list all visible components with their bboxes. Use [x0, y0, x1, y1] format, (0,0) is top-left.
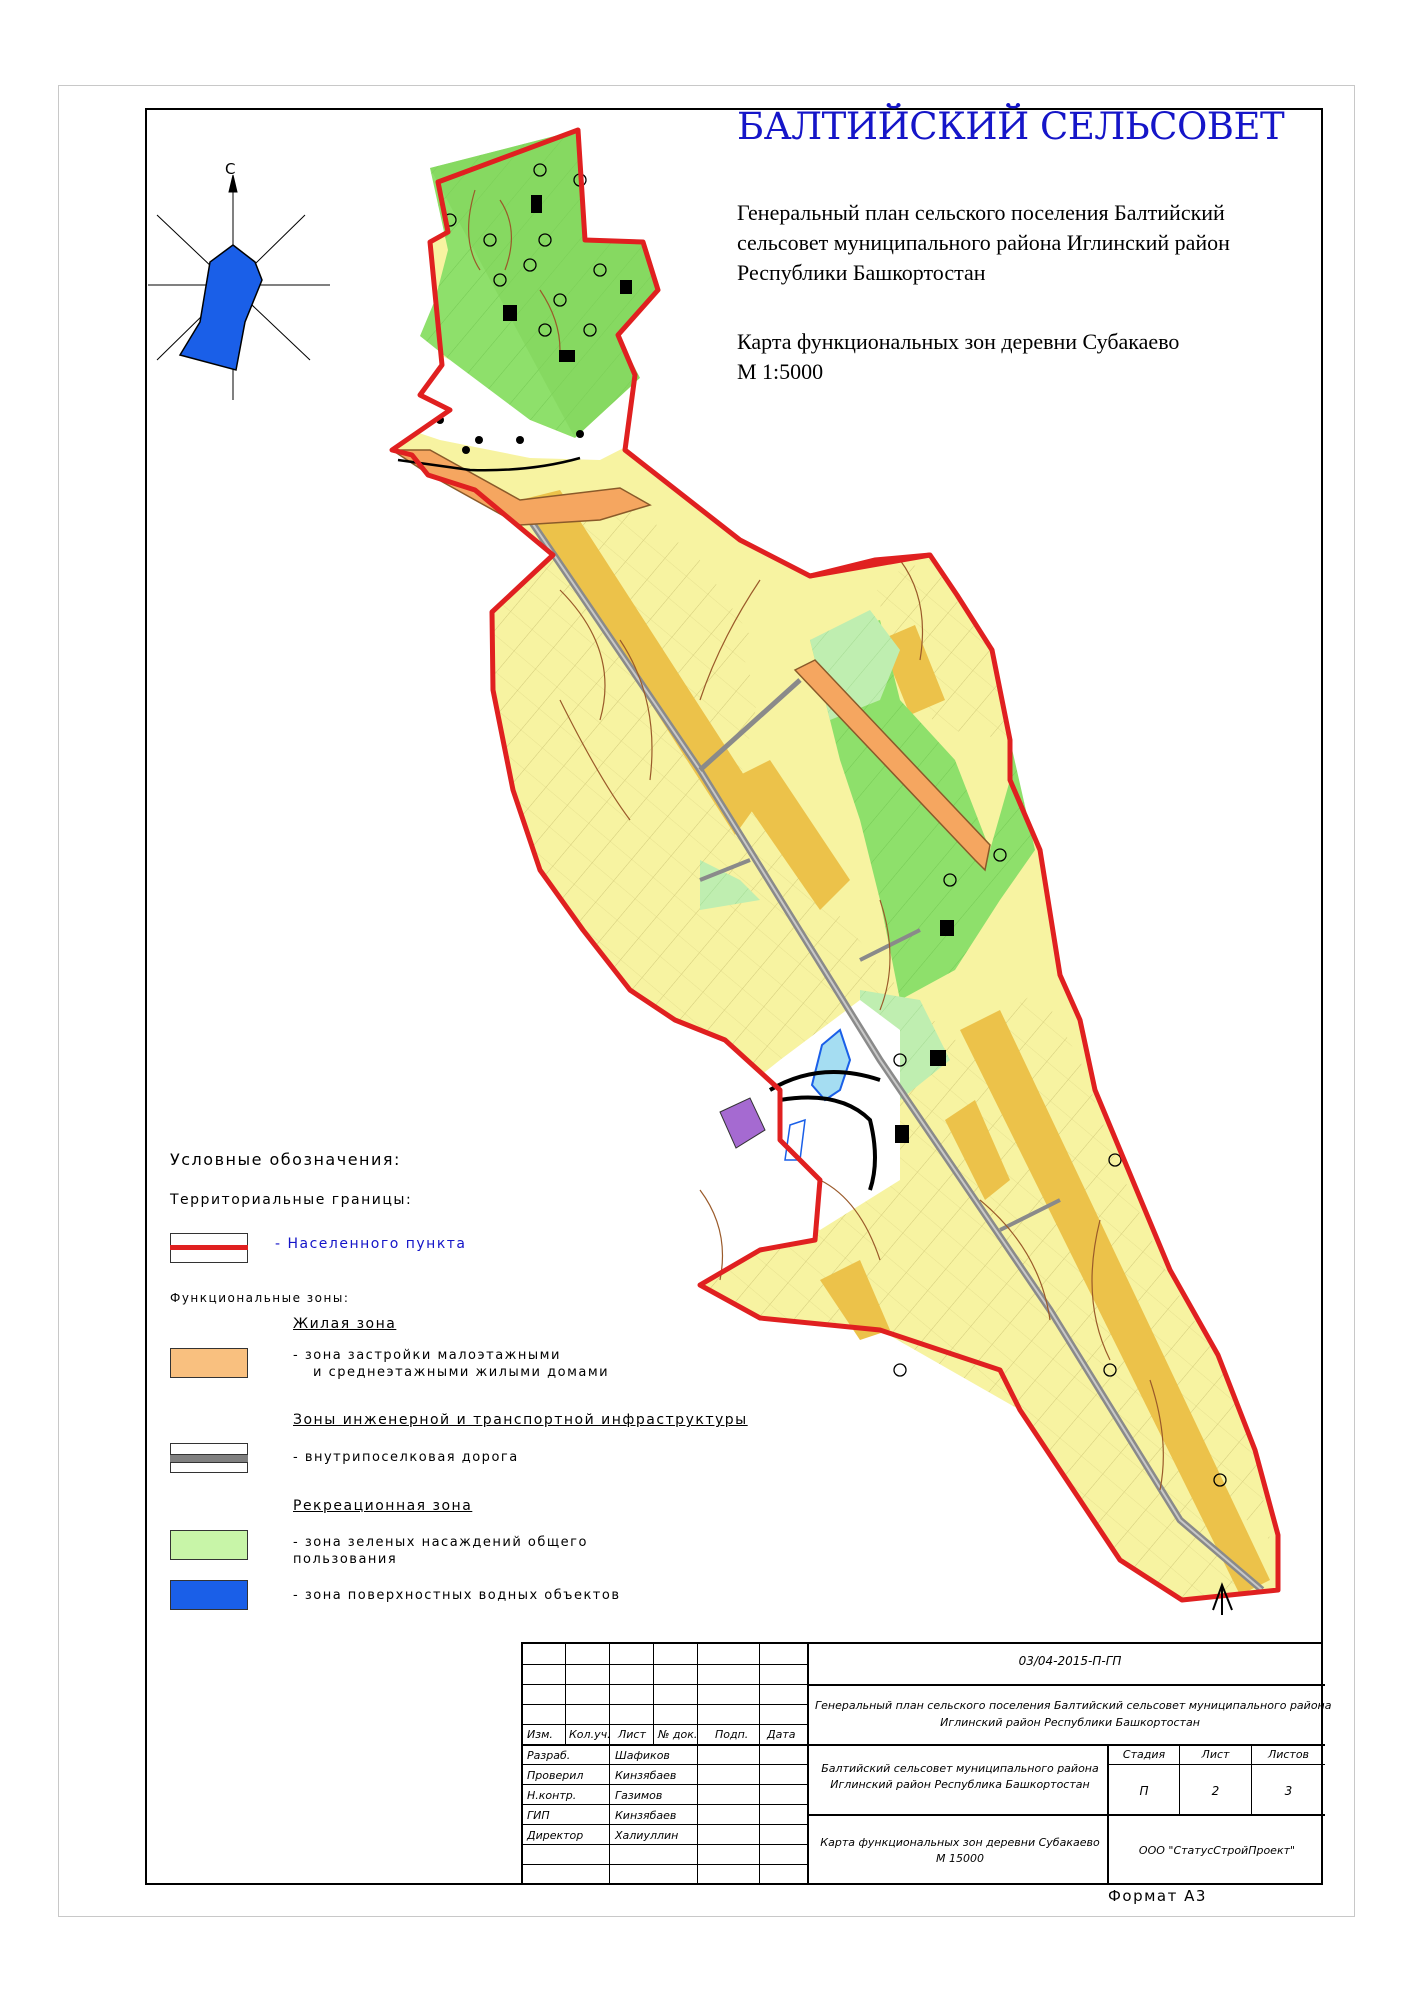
road-swatch — [170, 1443, 248, 1473]
legend-green-line1: - зона зеленых насаждений общего — [293, 1535, 588, 1550]
legend-green-line2: пользования — [293, 1552, 398, 1567]
stamp-role: Разраб. — [527, 1749, 571, 1762]
title-block-stamp — [521, 1642, 1332, 1885]
stamp-name: Кинзябаев — [615, 1809, 677, 1822]
stamp-stage: П — [1139, 1784, 1149, 1798]
stamp-drawing-2: М 15000 — [936, 1852, 984, 1865]
stamp-role: ГИП — [527, 1809, 550, 1822]
stamp-org-1: Балтийский сельсовет муниципального района — [821, 1762, 1099, 1775]
map-subtitle — [737, 327, 1179, 387]
legend-infra-heading: Зоны инженерной и транспортной инфраструктуры — [293, 1412, 748, 1428]
legend-boundary-label: - Населенного пункта — [275, 1236, 467, 1252]
legend-residential-line1: - зона застройки малоэтажными — [293, 1348, 561, 1363]
compass-rose — [148, 175, 330, 400]
project-description — [737, 198, 1317, 288]
stamp-role: Н.контр. — [527, 1789, 577, 1802]
stamp-company: ООО "СтатусСтройПроект" — [1138, 1844, 1296, 1857]
stamp-project-title-1: Генеральный план сельского поселения Балтийский сельсовет муниципального района — [815, 1699, 1332, 1712]
stamp-name: Шафиков — [615, 1749, 670, 1762]
project-description-line: Генеральный план сельского поселения Балтийский — [737, 200, 1225, 225]
residential-swatch — [170, 1348, 248, 1378]
legend-road-label: - внутрипоселковая дорога — [293, 1450, 519, 1465]
water-swatch — [170, 1580, 248, 1610]
stamp-doc-code: 03/04-2015-П-ГП — [1018, 1654, 1122, 1668]
stamp-org-2: Иглинский район Республика Башкортостан — [830, 1778, 1090, 1791]
stamp-role: Проверил — [527, 1769, 584, 1782]
stamp-sheets: 3 — [1284, 1784, 1293, 1798]
stamp-col-header: Изм. — [527, 1728, 553, 1741]
stamp-stage-label: Стадия — [1122, 1748, 1166, 1761]
stamp-sheet-label: Лист — [1201, 1748, 1230, 1761]
legend-boundaries-heading: Территориальные границы: — [170, 1192, 413, 1208]
stamp-sheets-label: Листов — [1267, 1748, 1310, 1761]
legend-water-label: - зона поверхностных водных объектов — [293, 1588, 621, 1603]
stamp-col-header: № док. — [658, 1728, 698, 1741]
stamp-project-title-2: Иглинский район Республики Башкортостан — [940, 1716, 1200, 1729]
stamp-col-header: Лист — [618, 1728, 646, 1741]
stamp-name: Кинзябаев — [615, 1769, 677, 1782]
stamp-role: Директор — [527, 1829, 584, 1842]
stamp-col-header: Кол.уч. — [569, 1728, 611, 1741]
legend-recreation-heading: Рекреационная зона — [293, 1498, 473, 1514]
legend-zones-heading: Функциональные зоны: — [170, 1291, 350, 1305]
map-subtitle-text: Карта функциональных зон деревни Субакаево — [737, 329, 1180, 354]
compass-north-letter: С — [225, 160, 236, 178]
legend-residential-line2: и среднеэтажными жилыми домами — [313, 1365, 610, 1380]
legend-heading: Условные обозначения: — [170, 1150, 401, 1169]
map-main-title: БАЛТИЙСКИЙ СЕЛЬСОВЕТ — [737, 105, 1285, 148]
stamp-col-header: Подп. — [715, 1728, 749, 1741]
stamp-col-header: Дата — [767, 1728, 796, 1741]
stamp-drawing-1: Карта функциональных зон деревни Субакаево — [820, 1836, 1100, 1849]
stamp-name: Газимов — [615, 1789, 663, 1802]
project-description-line: сельсовет муниципального района Иглинский район — [737, 230, 1230, 255]
boundary-swatch — [170, 1233, 248, 1263]
green-swatch — [170, 1530, 248, 1560]
format-label: Формат А3 — [1108, 1887, 1207, 1905]
project-description-line: Республики Башкортостан — [737, 260, 986, 285]
map-scale: М 1:5000 — [737, 359, 824, 384]
stamp-name: Халиуллин — [615, 1829, 679, 1842]
stamp-sheet: 2 — [1211, 1784, 1220, 1798]
legend-residential-heading: Жилая зона — [293, 1316, 397, 1332]
